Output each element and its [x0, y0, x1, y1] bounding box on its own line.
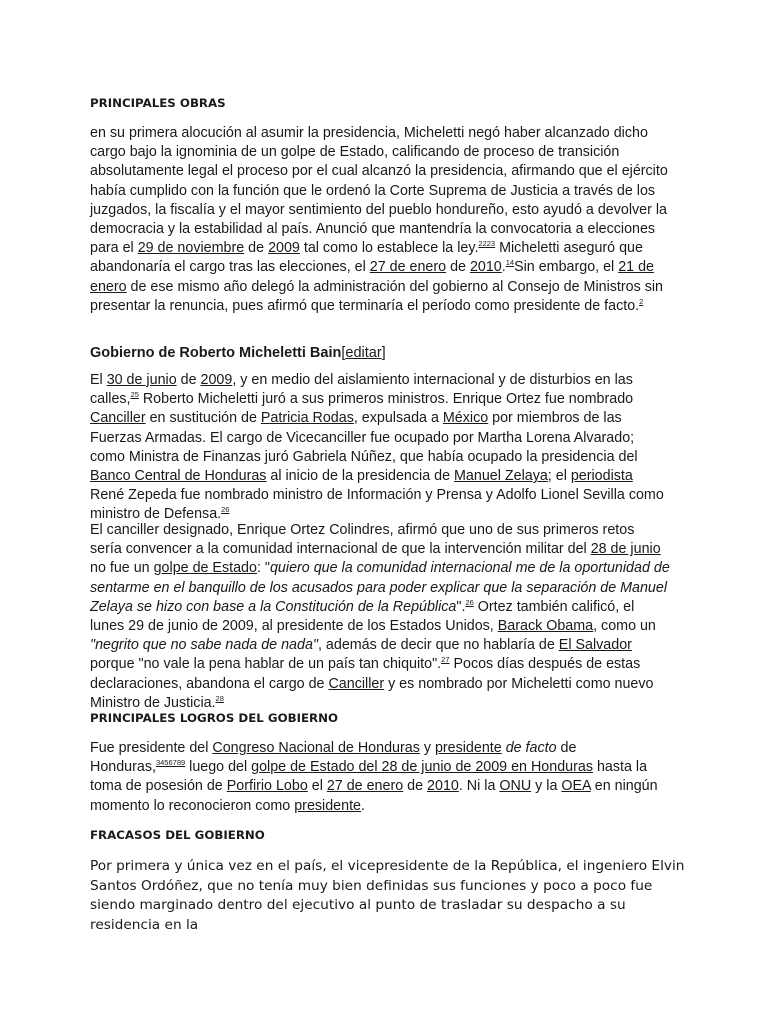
link-onu[interactable]: ONU — [499, 778, 532, 795]
ref-27[interactable]: 27 — [441, 655, 450, 665]
paragraph-ministers: El 30 de junio de 2009, y en medio del aislamiento internacional y de disturbios en las calles,$^{25}$ Roberto Micheletti juró a sus primeros ministros. Enrique Ortez fue nombrado Canciller en sustitución de Patricia Rodas, expulsada a México por miembros de las Fuerzas Armadas. El cargo de Vicecanciller fue ocupado por Martha Lorena Alvarado; como Ministra de Finanzas juró Gabriela Núñez, que había ocupado la presidencia del Banco Central de Honduras al inicio de la presidencia de Manuel Zelaya; el periodista René Zepeda fue nombrado ministro de Información y Prensa y Adolfo Lionel Sevilla como ministro de Defensa.$^{26}$ — [90, 372, 664, 523]
link-golpe-2009[interactable]: golpe de Estado del 28 de junio de 2009 en Honduras — [251, 759, 593, 776]
link-2010[interactable]: 2010 — [469, 259, 502, 276]
link-patricia-rodas[interactable]: Patricia Rodas — [260, 410, 354, 427]
link-periodista[interactable]: periodista — [570, 468, 633, 485]
heading-principales-obras: PRINCIPALES OBRAS — [90, 96, 226, 110]
edit-link[interactable]: editar — [345, 345, 382, 361]
ref-28[interactable]: 28 — [215, 693, 224, 703]
link-congreso-nacional[interactable]: Congreso Nacional de Honduras — [212, 740, 420, 756]
link-canciller[interactable]: Canciller — [90, 410, 146, 427]
link-golpe-estado[interactable]: golpe de Estado — [153, 560, 257, 577]
link-21-enero[interactable]: 21 de enero — [90, 259, 654, 295]
heading-gobierno-micheletti: Gobierno de Roberto Micheletti Bain[editar] — [90, 345, 386, 361]
ref-26[interactable]: 26 — [221, 505, 230, 515]
link-canciller-b[interactable]: Canciller — [328, 675, 385, 692]
link-28-junio[interactable]: 28 de junio — [590, 541, 661, 558]
heading-principales-logros: PRINCIPALES LOGROS DEL GOBIERNO — [90, 711, 339, 725]
link-presidente[interactable]: presidente — [434, 740, 502, 756]
paragraph-fracasos: Por primera y única vez en el país, el vicepresidente de la República, el ingeniero Elvin Santos Ordóñez, que no tenía muy bien definidas sus funciones y poco a poco fue siendo marginado dentro del ejecutivo al punto de trasladar su despacho a su residencia en la — [90, 858, 685, 933]
ref-2223[interactable]: 2223 — [478, 239, 496, 249]
link-manuel-zelaya[interactable]: Manuel Zelaya — [454, 468, 548, 485]
link-27-enero[interactable]: 27 de enero — [369, 259, 447, 276]
link-27-enero-b[interactable]: 27 de enero — [326, 778, 404, 795]
link-2009[interactable]: 2009 — [268, 240, 300, 257]
link-29-noviembre[interactable]: 29 de noviembre — [137, 240, 245, 257]
ref-25[interactable]: 25 — [130, 390, 139, 400]
paragraph-logros: Fue presidente del Congreso Nacional de Honduras y presidente de facto de Honduras,$^{3456789}$ luego del golpe de Estado del 28 de junio de 2009 en Honduras hasta la toma de posesión de Porfirio Lobo el 27 de enero de 2010. Ni la ONU y la OEA en ningún momento lo reconocieron como presidente. — [90, 740, 658, 814]
link-presidente-b[interactable]: presidente — [294, 797, 361, 814]
link-2010-b[interactable]: 2010 — [427, 778, 459, 795]
ref-2[interactable]: 2 — [639, 296, 644, 306]
link-2009-b[interactable]: 2009 — [200, 372, 233, 388]
heading-fracasos: FRACASOS DEL GOBIERNO — [90, 828, 265, 842]
link-oea[interactable]: OEA — [561, 778, 591, 795]
paragraph-first-speech: en su primera alocución al asumir la presidencia, Micheletti negó haber alcanzado dicho cargo bajo la ignominia de un golpe de Estado, calificando de proceso de transición absolutamente legal el proceso por el cual alcanzó la presidencia, afirmando que el ejército había cumplido con la función que le ordenó la Corte Suprema de Justicia a través de los juzgados, la fiscalía y el mayor sentimiento del pueblo hondureño, esto ayudó a devolver la democracia y la estabilidad al país. Anunció que mantendría la convocatoria a elecciones para el 29 de noviembre de 2009 tal como lo establece la ley.$^{2223}$ Micheletti aseguró que abandonaría el cargo tras las elecciones, el 27 de enero de 2010.14Sin embargo, el 21 de enero de ese mismo año delegó la administración del gobierno al Consejo de Ministros sin presentar la renuncia, pues afirmó que terminaría el período como presidente de facto.$^2$ — [90, 125, 668, 314]
link-barack-obama[interactable]: Barack Obama — [497, 618, 594, 635]
link-30-junio[interactable]: 30 de junio — [106, 372, 177, 388]
paragraph-canciller: El canciller designado, Enrique Ortez Colindres, afirmó que uno de sus primeros retos sería convencer a la comunidad internacional de que la intervención militar del 28 de junio no fue un golpe de Estado: "quiero que la comunidad internacional me de la oportunidad de sentarme en el banquillo de los acusados para poder explicar que la separación de Manuel Zelaya se hizo con base a la Constitución de la República".$^{26}$ Ortez también calificó, el lunes 29 de junio de 2009, al presidente de los Estados Unidos, Barack Obama, como un "negrito que no sabe nada de nada", además de decir que no hablaría de El Salvador porque "no vale la pena hablar de un país tan chiquito".$^{27}$ Pocos días después de estas declaraciones, abandona el cargo de Canciller y es nombrado por Micheletti como nuevo Ministro de Justicia.$^{28}$ — [90, 522, 670, 711]
link-el-salvador[interactable]: El Salvador — [558, 637, 632, 654]
link-mexico[interactable]: México — [442, 410, 489, 427]
link-porfirio-lobo[interactable]: Porfirio Lobo — [226, 778, 308, 795]
ref-26-b[interactable]: 26 — [465, 597, 474, 607]
link-banco-central[interactable]: Banco Central de Honduras — [90, 468, 267, 485]
ref-14[interactable]: 14 — [505, 258, 515, 268]
ref-3456789[interactable]: 3456789 — [155, 758, 186, 768]
